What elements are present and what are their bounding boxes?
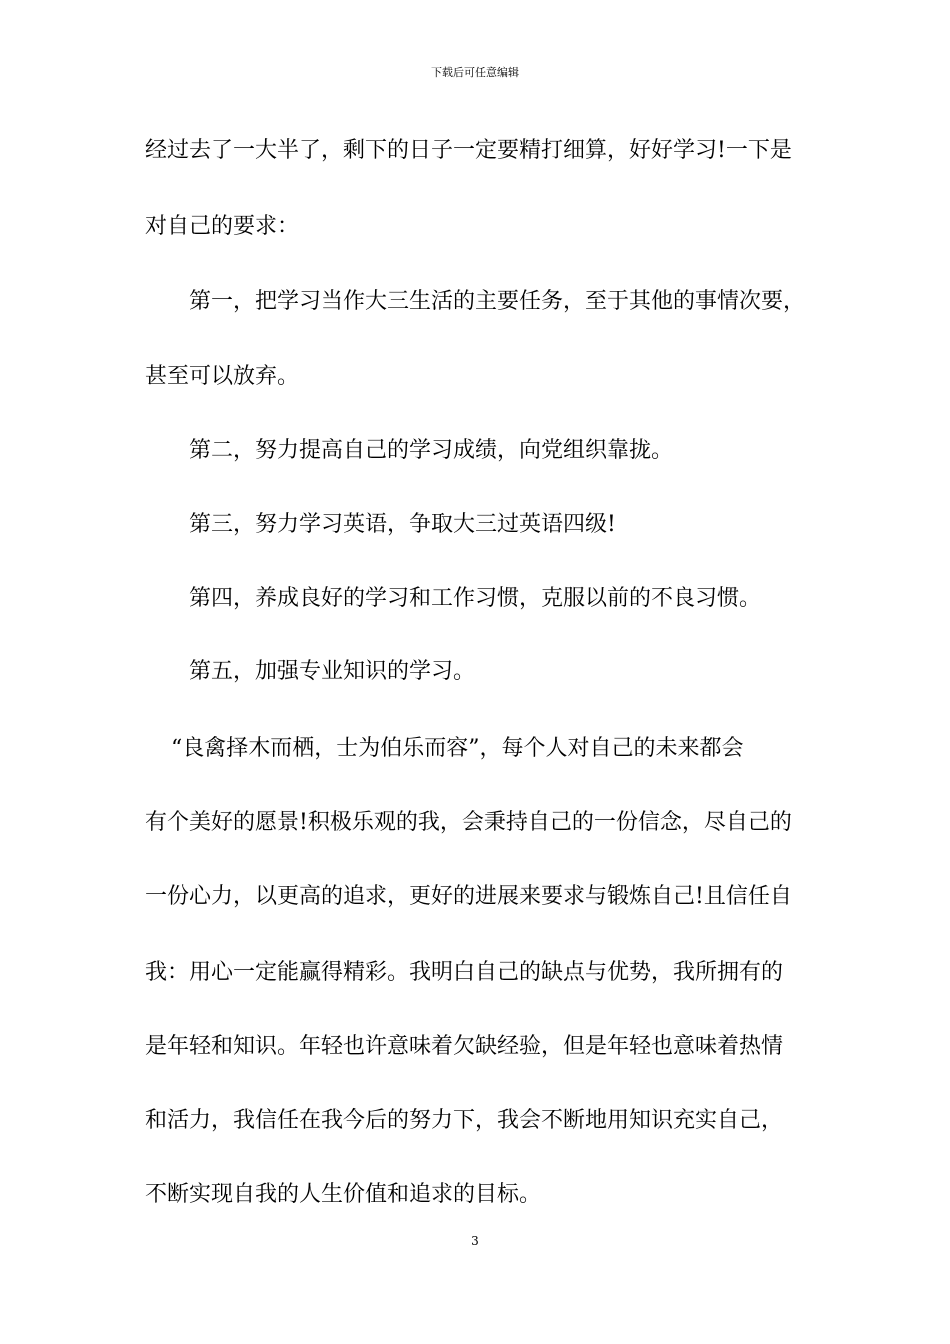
body-line: 不断实现自我的人生价值和追求的目标。	[145, 1182, 542, 1207]
body-line: 对自己的要求：	[145, 214, 300, 239]
body-line: 我：用心一定能赢得精彩。我明白自己的缺点与优势，我所拥有的	[145, 960, 784, 985]
body-line: 经过去了一大半了，剩下的日子一定要精打细算，好好学习!一下是	[145, 138, 792, 163]
body-line: 第五，加强专业知识的学习。	[189, 659, 476, 684]
body-line: “良禽择木而栖，士为伯乐而容”，每个人对自己的未来都会	[171, 736, 744, 761]
body-line: 第二，努力提高自己的学习成绩，向党组织靠拢。	[189, 438, 674, 463]
page-number: 3	[471, 1234, 479, 1248]
body-line: 是年轻和知识。年轻也许意味着欠缺经验，但是年轻也意味着热情	[145, 1034, 784, 1059]
body-line: 第四，养成良好的学习和工作习惯，克服以前的不良习惯。	[189, 586, 762, 611]
body-line: 甚至可以放弃。	[145, 364, 300, 389]
body-line: 一份心力，以更高的追求，更好的进展来要求与锻炼自己!且信任自	[145, 884, 792, 909]
body-line: 和活力，我信任在我今后的努力下，我会不断地用知识充实自己，	[145, 1108, 784, 1133]
body-line: 第三，努力学习英语，争取大三过英语四级!	[189, 512, 616, 537]
body-line: 有个美好的愿景!积极乐观的我，会秉持自己的一份信念，尽自己的	[145, 810, 792, 835]
body-line: 第一，把学习当作大三生活的主要任务，至于其他的事情次要，	[189, 289, 806, 314]
page-header: 下载后可任意编辑	[431, 66, 519, 79]
